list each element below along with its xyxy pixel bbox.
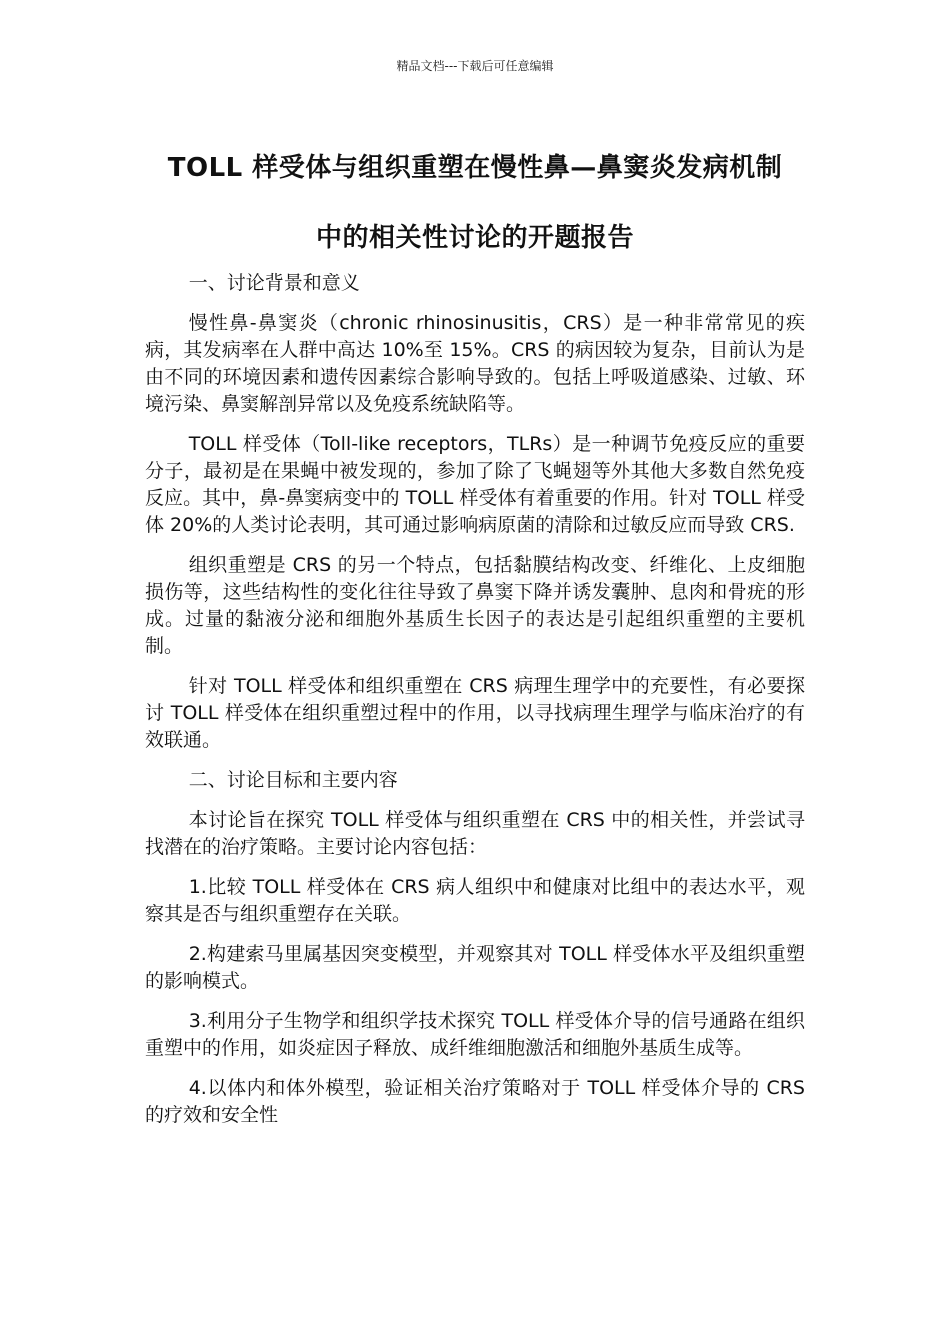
paragraph: 组织重塑是 CRS 的另一个特点，包括黏膜结构改变、纤维化、上皮细胞损伤等，这些结构性的变化往往导致了鼻窦下降并诱发囊肿、息肉和骨疣的形成。过量的黏液分泌和细胞外基质生长因子的表达是引起组织重塑的主要机制。 [145, 554, 805, 657]
title-line-2: 中的相关性讨论的开题报告 [315, 223, 634, 253]
paragraph: TOLL 样受体（Toll-like receptors，TLRs）是一种调节免疫反应的重要分子，最初是在果蝇中被发现的，参加了除了飞蝇翅等外其他大多数自然免疫反应。其中，鼻-鼻窦病变中的 TOLL 样受体有着重要的作用。针对 TOLL 样受体 20%的人类讨论表明，其可通过影响病原菌的清除和过敏反应而导致 CRS. [145, 433, 805, 536]
paragraph: 针对 TOLL 样受体和组织重塑在 CRS 病理生理学中的充要性，有必要探讨 TOLL 样受体在组织重塑过程中的作用，以寻找病理生理学与临床治疗的有效联通。 [145, 675, 805, 751]
list-item: 2.构建索马里属基因突变模型，并观察其对 TOLL 样受体水平及组织重塑的影响模式。 [145, 943, 805, 992]
document-body [145, 270, 805, 1142]
list-item: 1.比较 TOLL 样受体在 CRS 病人组织中和健康对比组中的表达水平，观察其是否与组织重塑存在关联。 [145, 876, 805, 925]
title-line-1: TOLL 样受体与组织重塑在慢性鼻—鼻窦炎发病机制 [167, 153, 783, 183]
paragraph: 本讨论旨在探究 TOLL 样受体与组织重塑在 CRS 中的相关性，并尝试寻找潜在的治疗策略。主要讨论内容包括： [145, 809, 805, 858]
page-header: 精品文档---下载后可任意编辑 [396, 59, 554, 73]
list-item: 3.利用分子生物学和组织学技术探究 TOLL 样受体介导的信号通路在组织重塑中的作用，如炎症因子释放、成纤维细胞激活和细胞外基质生成等。 [145, 1010, 805, 1059]
document-title [120, 133, 830, 273]
section-heading-2: 二、讨论目标和主要内容 [188, 769, 398, 791]
list-item: 4.以体内和体外模型，验证相关治疗策略对于 TOLL 样受体介导的 CRS 的疗效和安全性 [145, 1077, 805, 1126]
paragraph: 慢性鼻-鼻窦炎（chronic rhinosinusitis，CRS）是一种非常常见的疾病，其发病率在人群中高达 10%至 15%。CRS 的病因较为复杂，目前认为是由不同的环境因素和遗传因素综合影响导致的。包括上呼吸道感染、过敏、环境污染、鼻窦解剖异常以及免疫系统缺陷等。 [145, 312, 805, 415]
section-heading-1: 一、讨论背景和意义 [188, 272, 360, 294]
